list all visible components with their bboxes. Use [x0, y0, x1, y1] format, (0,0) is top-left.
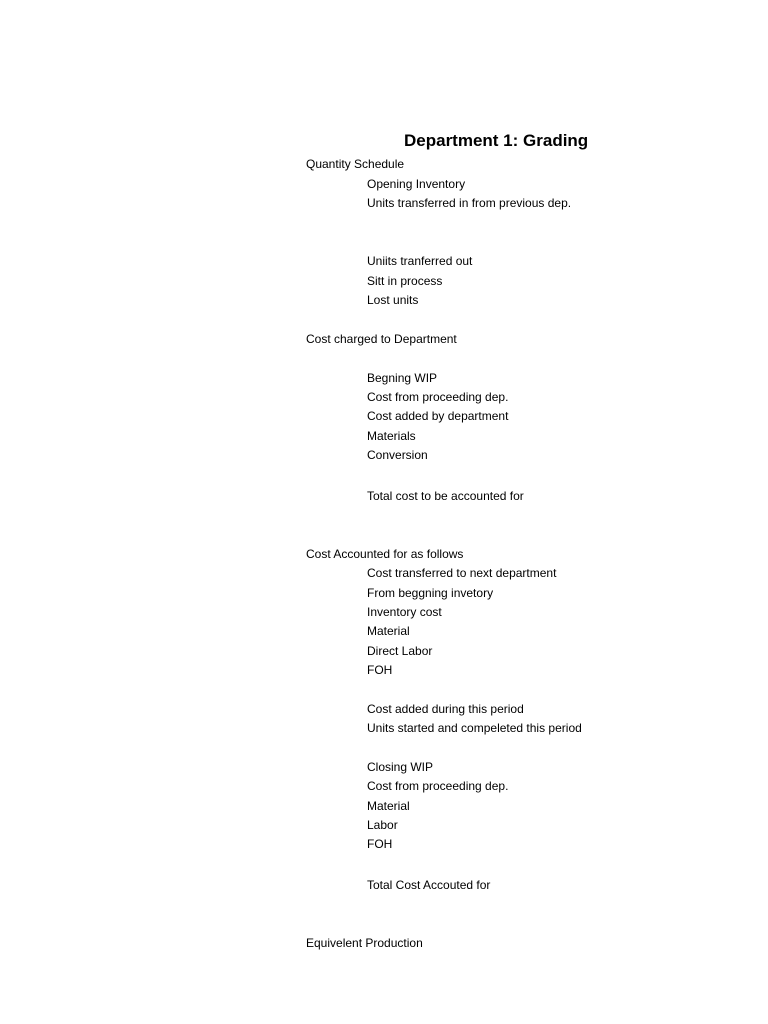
quantity-schedule-heading: Quantity Schedule — [306, 157, 405, 171]
closing-material-label: Material — [367, 799, 410, 813]
still-in-process-label: Sitt in process — [367, 274, 443, 288]
materials-label: Materials — [367, 429, 416, 443]
inventory-cost-label: Inventory cost — [367, 605, 442, 619]
cost-accounted-heading: Cost Accounted for as follows — [306, 547, 464, 561]
closing-wip-label: Closing WIP — [367, 760, 434, 774]
closing-cost-from-preceding-label: Cost from proceeding dep. — [367, 779, 509, 793]
closing-foh-label: FOH — [367, 837, 393, 851]
from-beginning-inventory-label: From beggning invetory — [367, 586, 494, 600]
beginning-wip-label: Begning WIP — [367, 371, 438, 385]
cost-charged-heading: Cost charged to Department — [306, 332, 457, 346]
cost-from-preceding-label: Cost from proceeding dep. — [367, 390, 509, 404]
units-transferred-out-label: Uniits tranferred out — [367, 254, 473, 268]
total-cost-to-account-label: Total cost to be accounted for — [367, 489, 524, 503]
lost-units-label: Lost units — [367, 293, 419, 307]
equivalent-production-heading: Equivelent Production — [306, 936, 423, 950]
total-cost-accounted-label: Total Cost Accouted for — [367, 878, 491, 892]
cost-added-period-label: Cost added during this period — [367, 702, 524, 716]
material-label: Material — [367, 624, 410, 638]
page-title: Department 1: Grading — [404, 131, 589, 150]
cost-added-by-department-label: Cost added by department — [367, 409, 509, 423]
units-started-completed-label: Units started and compeleted this period — [367, 721, 582, 735]
transferred-next-label: Cost transferred to next department — [367, 566, 557, 580]
direct-labor-label: Direct Labor — [367, 644, 433, 658]
conversion-label: Conversion — [367, 448, 428, 462]
foh-label: FOH — [367, 663, 393, 677]
units-transferred-in-label: Units transferred in from previous dep. — [367, 196, 572, 210]
opening-inventory-label: Opening Inventory — [367, 177, 466, 191]
closing-labor-label: Labor — [367, 818, 398, 832]
